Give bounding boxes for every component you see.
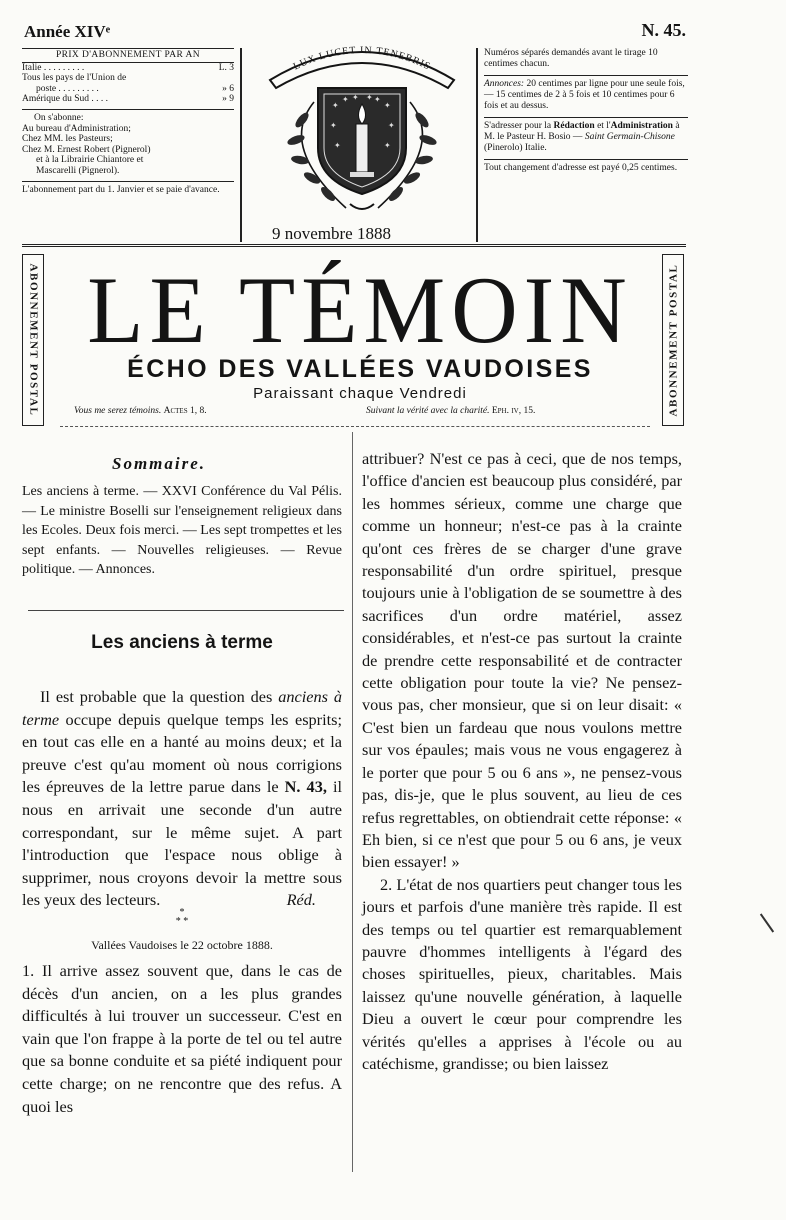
side-label-text: ABONNEMENT POSTAL [27, 263, 40, 417]
issue-reference: N. 43, [284, 777, 327, 797]
masthead-bottom-rule [60, 426, 650, 427]
side-label-text: ABONNEMENT POSTAL [667, 263, 680, 417]
place-name: Saint Germain-Chisone [584, 132, 675, 142]
adresser-text: S'adresser pour la [484, 121, 552, 131]
notices-box [484, 48, 688, 179]
subscription-box [22, 48, 234, 195]
side-label-right [662, 254, 684, 426]
price-row [22, 94, 234, 105]
subscription-line: Chez M. Ernest Robert (Pignerol) [22, 144, 151, 155]
text-span: Il est probable que la question des [40, 687, 273, 706]
masthead-rule [22, 244, 686, 247]
emblem-motto: LUX LUCET IN TENEBRIS [291, 44, 433, 73]
adresser-text: et l' [597, 121, 611, 131]
svg-text:✦: ✦ [352, 93, 359, 102]
price-value: L. 3 [218, 62, 234, 73]
adresser-text: (Pinerolo) Italie. [484, 143, 547, 153]
section-separator [28, 610, 344, 611]
issue-year: Année XIVᵉ [24, 22, 111, 41]
newspaper-subtitle: ÉCHO DES VALLÉES VAUDOISES [127, 355, 593, 383]
notice-annonces [484, 75, 688, 112]
redaction-label: Rédaction [553, 121, 595, 131]
subscription-line: Chez MM. les Pasteurs; [22, 134, 113, 145]
price-value: » 9 [222, 94, 234, 105]
annonces-label: Annonces: [484, 79, 525, 89]
article-paragraph [22, 960, 342, 1118]
svg-text:✦: ✦ [366, 93, 373, 102]
column-rule [240, 48, 242, 242]
notice-changement: Tout changement d'adresse est payé 0,25 centimes. [484, 159, 688, 174]
motto-text: Vous me serez témoins. [74, 406, 162, 416]
newspaper-title: LE TÉMOIN [87, 256, 633, 364]
svg-text:✦: ✦ [334, 141, 341, 150]
svg-text:✦: ✦ [342, 95, 349, 104]
column-divider [352, 432, 353, 1172]
price-label: Amérique du Sud . . . . [22, 94, 109, 105]
adresser-text: à M. le Pasteur H. Bosio — [484, 121, 680, 142]
svg-text:✦: ✦ [384, 141, 391, 150]
svg-text:✦: ✦ [388, 121, 395, 130]
text-span: occupe depuis quelque temps les esprits; en tout cas elle en a hanté au moins deux; et la preuve c'est qu'au moment où nous corrigions les épreuves de la lettre parue dans le [22, 709, 342, 797]
subscription-line: Mascarelli (Pignerol). [36, 165, 120, 176]
motto-reference: Actes 1, 8. [163, 406, 207, 416]
article-continuation [362, 448, 682, 1075]
text-span: il nous en arrivait une seconde d'un autre correspondant, sur le même sujet. A part l'introduction que l'espace nous oblige à supprimer, nous croyons devoir la mettre sous les yeux des lecteurs. [22, 777, 343, 910]
price-row [22, 63, 234, 74]
administration-label: Administration [610, 121, 673, 131]
svg-text:✦: ✦ [330, 121, 337, 130]
publication-frequency: Paraissant chaque Vendredi [253, 385, 467, 402]
asterism-bottom: * * [175, 916, 189, 927]
motto-left [74, 406, 207, 416]
emphasis-text: anciens à terme [22, 687, 342, 729]
subscription-line: Au bureau d'Administration; [22, 123, 131, 134]
letter-dateline: Vallées Vaudoises le 22 octobre 1888. [91, 938, 273, 952]
paragraph-text: attribuer? N'est ce pas à ceci, que de nos temps, l'office d'ancien est beaucoup plus considéré, par les hommes sérieux, comme une charge que comme un honneur; n'est-ce pas à la crainte qu'ont ces frères de se charger d'une grave responsabilité d'un ordre spirituel, presque toujours unie à l'obligation de se soumettre à des sacrifices d'un ordre matériel, assez considérables, et n'est-ce pas surtout la crainte de prendre cette responsabilité et de contracter cette obligation pour toute la vie? Ne pensez-vous pas, cher monsieur, que si on leur disait: « C'est bien un fardeau que nous voulons mettre sur vos épaules; mais vous ne vous engagerez à le porter que pour 5 ou 6 ans », ne pensez-vous pas, dis-je, que le plus souvent, au lieu de ces refus regrettables, on obtiendrait cette réponse: « Eh bien, si ce n'est que pour 5 ou 6 ans, je veux bien essayer! » [362, 449, 682, 872]
stray-mark [760, 913, 774, 932]
notice-adresser [484, 117, 688, 154]
motto-reference: Eph. iv, 15. [491, 406, 536, 416]
side-label-left [22, 254, 44, 426]
motto-right [366, 406, 535, 416]
svg-text:✦: ✦ [374, 95, 381, 104]
emblem [256, 36, 468, 218]
svg-text:✦: ✦ [384, 101, 391, 110]
issue-number: N. 45. [641, 20, 686, 40]
on-sabonne: On s'abonne: [22, 109, 234, 124]
annonces-text: 20 centimes par ligne pour une seule fois, — 15 centimes de 2 à 5 fois et 10 centimes pour 6 fois et au dessus. [484, 79, 685, 111]
price-label: Tous les pays de l'Union de [22, 73, 127, 84]
article-title: Les anciens à terme [91, 632, 273, 653]
paragraph-text: 2. L'état de nos quartiers peut changer tous les jours et parfois d'une manière très rapide. Il est des temps ou tel quartier est remarquablement pauvre d'hommes intelligents à l'égard des choses spirituelles, pieux, charitables. Mais laissez qu'une nouvelle génération, à laquelle Dieu a ouvert le cœur pour comprendre les vérités qu'elles a apprises à l'école ou au catéchisme, grandisse; ou bien laissez [362, 874, 682, 1073]
article-intro [22, 686, 342, 912]
price-value: » 6 [222, 83, 234, 94]
motto-text: Suivant la vérité avec la charité. [366, 406, 490, 416]
svg-text:✦: ✦ [332, 101, 339, 110]
price-label: Italie . . . . . . . . . [22, 62, 85, 73]
asterism [22, 908, 342, 926]
subscription-line: et à la Librairie Chiantore et [36, 155, 144, 166]
price-label: poste . . . . . . . . . [36, 83, 99, 94]
asterism-top: * [179, 907, 185, 918]
price-row [22, 73, 234, 84]
sommaire-heading: Sommaire. [112, 454, 207, 473]
subscription-heading: PRIX D'ABONNEMENT PAR AN [22, 48, 234, 63]
article-paragraph [22, 686, 342, 912]
sommaire-text: Les anciens à terme. — XXVI Conférence du Val Pélis. — Le ministre Boselli sur l'enseignement religieux dans les Ecoles. Deux fois merci. — Les sept trompettes et les sept enfants. — Nouvelles religieuses. — Revue politique. — Annonces. [22, 484, 342, 577]
notice-numeros: Numéros séparés demandés avant le tirage 10 centimes chacun. [484, 48, 658, 69]
waldensian-candle-emblem-icon [256, 36, 468, 218]
issue-date: 9 novembre 1888 [272, 224, 391, 243]
redaction-signature: Réd. [286, 890, 316, 910]
price-row [22, 84, 234, 95]
subscription-footer: L'abonnement part du 1. Janvier et se paie d'avance. [22, 181, 234, 196]
column-rule [476, 48, 478, 242]
paragraph-text: 1. Il arrive assez souvent que, dans le cas de décès d'un ancien, on a les plus grandes difficultés à lui trouver un successeur. C'est en vain que l'on frappe à la porte de tel ou tel autre que sa bonne conduite et sa piété indiquent pour cette charge; on ne rencontre que des refus. A quoi les [22, 961, 342, 1116]
